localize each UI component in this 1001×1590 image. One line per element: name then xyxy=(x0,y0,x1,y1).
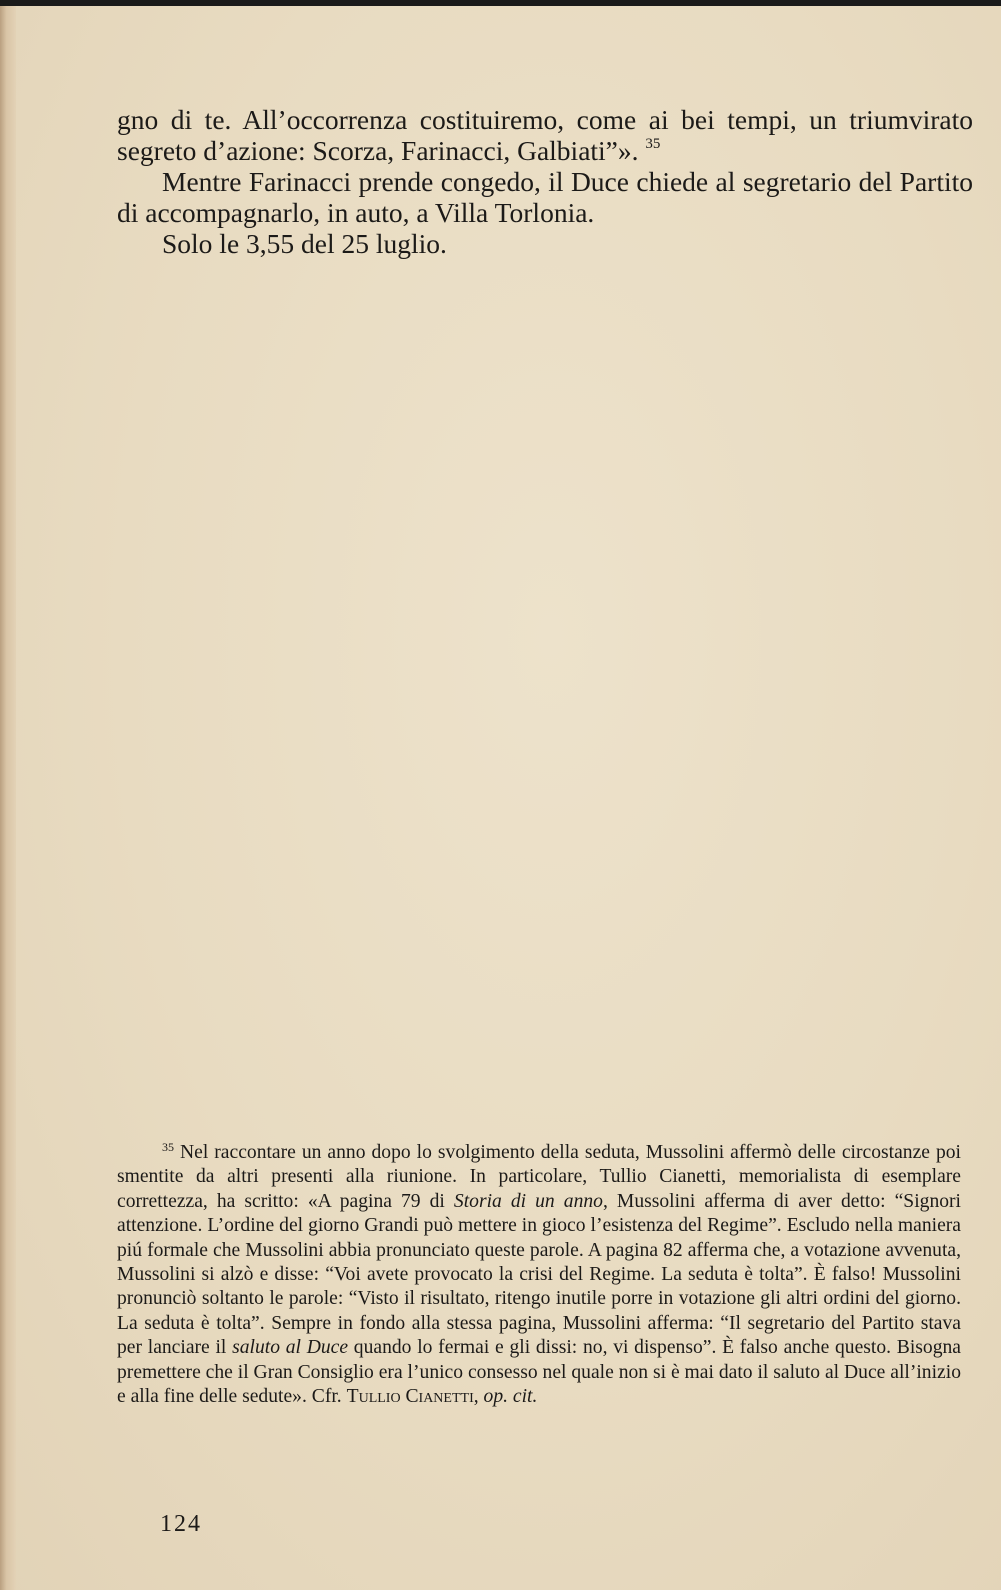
footnote-book-title: Storia di un anno xyxy=(453,1190,603,1212)
footnote-number: 35 xyxy=(162,1140,174,1154)
main-text xyxy=(117,104,973,259)
footnote-text-b: , Mussolini afferma di aver detto: “Signori attenzione. L’ordine del giorno Grandi può mettere in gioco l’esistenza del Regime”. Escludo nella maniera piú formale che Mussolini abbia pronunciato queste parole. A pagina 82 afferma che, a votazione avvenuta, Mussolini si alzò e disse: “Voi avete provocato la crisi del Regime. La seduta è tolta”. È falso! Mussolini pronunciò soltanto le parole: “Visto il risultato, ritengo inutile porre in votazione gli altri ordini del giorno. La seduta è tolta”. Sempre in fondo alla stessa pagina, Mussolini afferma: “Il segretario del Partito stava per lanciare il xyxy=(117,1190,962,1359)
footnote-text-c: quando lo fermai e gli dissi: no, vi dispenso”. È falso anche questo. Bisogna premettere che il Gran Consiglio era l’unico consesso nel quale non si è mai dato il saluto al Duce all’inizio e alla fine delle sedute». Cfr. xyxy=(117,1337,962,1408)
footnote-citation: op. cit. xyxy=(483,1386,538,1408)
footnote-emphasis: saluto al Duce xyxy=(232,1337,349,1359)
scan-top-edge xyxy=(0,0,1001,6)
footnote-reference: 35 xyxy=(645,136,661,152)
footnote-author: Tullio Cianetti xyxy=(346,1386,474,1408)
paragraph-1-text: gno di te. All’occorrenza costituiremo, come ai bei tempi, un triumvirato segreto d’azione: Scorza, Farinacci, Galbiati”». xyxy=(117,104,973,166)
page-binding-edge xyxy=(0,6,16,1590)
footnote-text-a: Nel raccontare un anno dopo lo svolgimento della seduta, Mussolini affermò delle circostanze poi smentite da altri presenti alla riunione. In particolare, Tullio Cianetti, memorialista di esemplare correttezza, ha scritto: «A pagina 79 di xyxy=(117,1142,961,1212)
paragraph-3: Solo le 3,55 del 25 luglio. xyxy=(162,228,447,259)
paragraph-2: Mentre Farinacci prende congedo, il Duce chiede al segretario del Partito di accompagnarlo, in auto, a Villa Torlonia. xyxy=(117,166,973,228)
paragraph-1 xyxy=(117,104,973,166)
footnote-35: $^{35}$ Nel raccontare un anno dopo lo svolgimento della seduta, Mussolini affermò delle circostanze poi smentite da altri presenti alla riunione. In particolare, Tullio Cianetti, memorialista di esemplare correttezza, ha scritto: «A pagina 79 di Storia di un anno, Mussolini afferma di aver detto: “Signori attenzione. L’ordine del giorno Grandi può mettere in gioco l’esistenza del Regime”. Escludo nella maniera piú formale che Mussolini abbia pronunciato queste parole. A pagina 82 afferma che, a votazione avvenuta, Mussolini si alzò e disse: “Voi avete provocato la crisi del Regime. La seduta è tolta”. È falso! Mussolini pronunciò soltanto le parole: “Visto il risultato, ritengo inutile porre in votazione gli altri ordini del giorno. La seduta è tolta”. Sempre in fondo alla stessa pagina, Mussolini afferma: “Il segretario del Partito stava per lanciare il saluto al Duce quando lo fermai e gli dissi: no, vi dispenso”. È falso anche questo. Bisogna premettere che il Gran Consiglio era l’unico consesso nel quale non si è mai dato il saluto al Duce all’inizio e alla fine delle sedute». Cfr. Tullio Cianetti, op. cit. xyxy=(117,1140,962,1408)
page-number: 124 xyxy=(160,1511,202,1537)
